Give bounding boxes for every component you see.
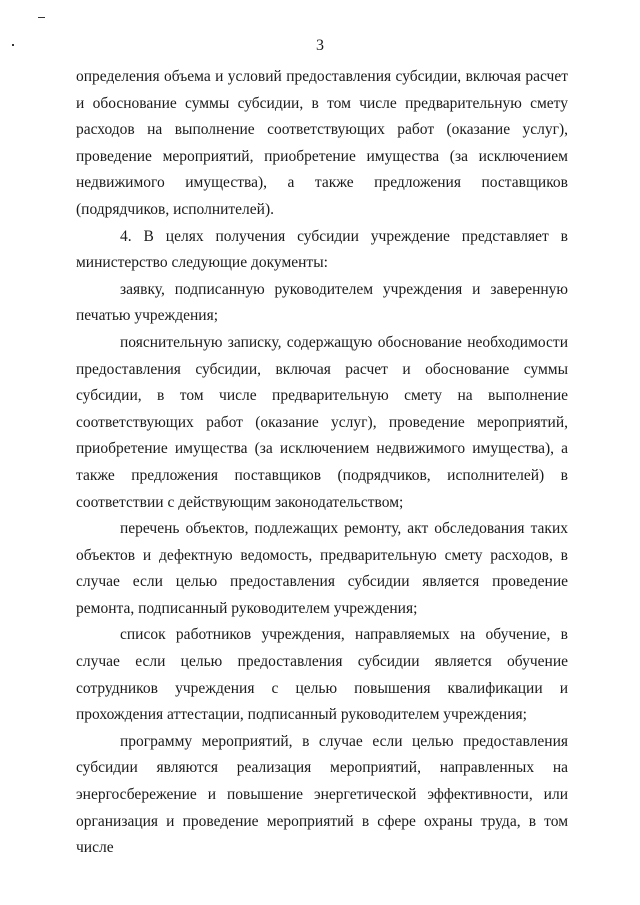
paragraph-repair-objects: перечень объектов, подлежащих ремонту, акт обследования таких объектов и дефектную ведомость, предварительную смету расходов, в случае если целью предоставления субсидии является проведение ремонта, подписанный руководителем учреждения; xyxy=(76,520,568,617)
paragraph-continuation: определения объема и условий предоставления субсидии, включая расчет и обоснование суммы субсидии, в том числе предварительную смету расходов на выполнение соответствующих работ (оказание услуг), проведение мероприятий, приобретение имущества (за исключением недвижимого имущества), а также предложения поставщиков (подрядчиков, исполнителей). xyxy=(76,68,568,218)
paragraph-application: заявку, подписанную руководителем учреждения и заверенную печатью учреждения; xyxy=(76,280,568,325)
paragraph-item-4: 4. В целях получения субсидии учреждение представляет в министерство следующие документы: xyxy=(76,227,568,272)
paragraph-event-program: программу мероприятий, в случае если целью предоставления субсидии являются реализация мероприятий, направленных на энергосбережение и повышение энергетической эффективности, или организация и проведение мероприятий в сфере охраны труда, в том числе xyxy=(76,732,568,857)
paragraph-explanatory-note: пояснительную записку, содержащую обоснование необходимости предоставления субсидии, включая расчет и обоснование суммы субсидии, в том числе предварительную смету на выполнение соответствующих работ (оказание услуг), проведение мероприятий, приобретение имущества (за исключением недвижимого имущества), а также предложения поставщиков (подрядчиков, исполнителей) в соответствии с действующим законодательством; xyxy=(76,333,568,511)
document-body xyxy=(76,64,568,862)
paragraph-training-list: список работников учреждения, направляемых на обучение, в случае если целью предоставления субсидии является обучение сотрудников учреждения с целью повышения квалификации и прохождения аттестации, подписанный руководителем учреждения; xyxy=(76,626,568,724)
page-number: 3 xyxy=(316,37,324,54)
scan-artifact-mark xyxy=(38,17,45,18)
